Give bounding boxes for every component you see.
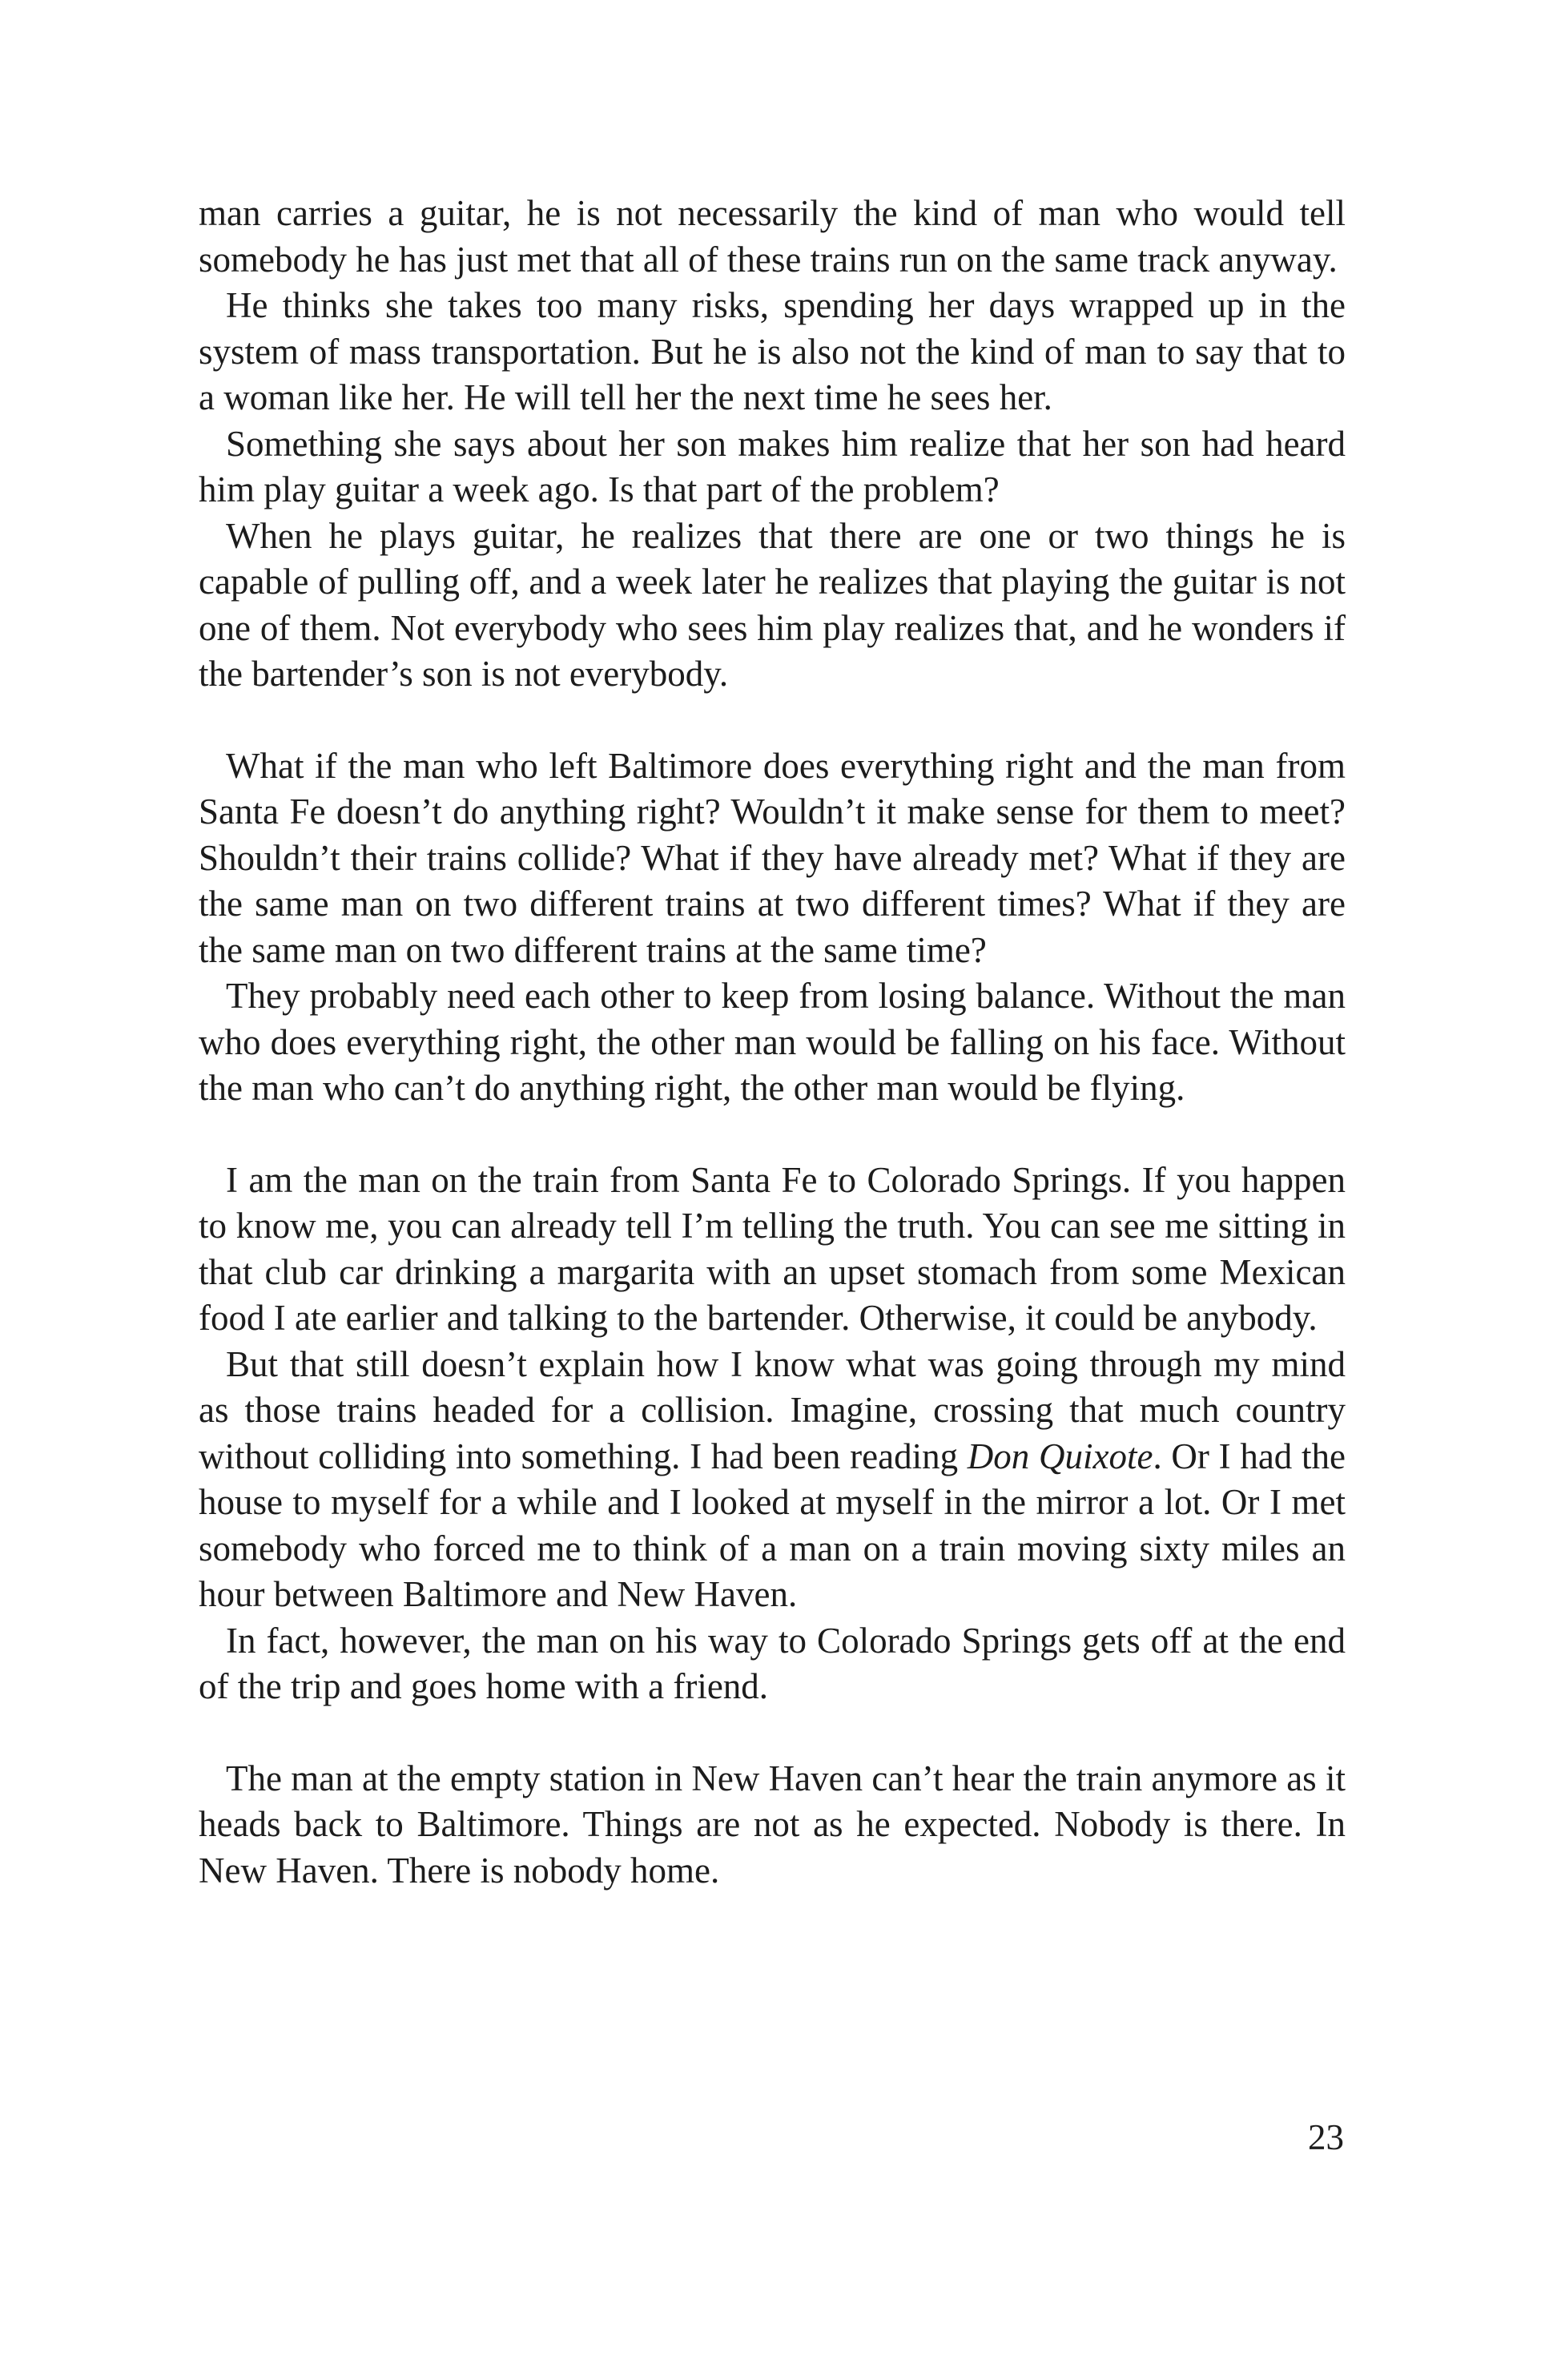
paragraph-guitar-continued: man carries a guitar, he is not necessarily the kind of man who would tell somebody he has just met that all of these trains run on the same track anyway. <box>199 193 1346 280</box>
paragraph-in-fact: In fact, however, the man on his way to Colorado Springs gets off at the end of the trip and goes home with a friend. <box>199 1620 1346 1706</box>
body-text <box>199 191 1346 1894</box>
page-number: 23 <box>1308 2117 1344 2157</box>
paragraph-new-haven: The man at the empty station in New Haven can’t hear the train anymore as it heads back to Baltimore. Things are not as he expected. Nobody is there. In New Haven. There is nobody home. <box>199 1758 1346 1891</box>
paragraph-son: Something she says about her son makes him realize that her son had heard him play guitar a week ago. Is that part of the problem? <box>199 423 1346 509</box>
paragraph-risks: He thinks she takes too many risks, spending her days wrapped up in the system of mass transportation. But he is also not the kind of man to say that to a woman like her. He will tell her the next time he sees her. <box>199 285 1346 417</box>
book-title-italic: Don Quixote <box>967 1436 1153 1476</box>
collision-text-end: . Or I had the house to myself for a while and I looked at myself in the mirror a lot. Or I met somebody who forced me to think of a man on a train moving sixty miles an hour between Baltimore and New Haven. <box>199 1436 1346 1614</box>
paragraph-plays-guitar: When he plays guitar, he realizes that there are one or two things he is capable of pulling off, and a week later he realizes that playing the guitar is not one of them. Not everybody who sees him play realizes that, and he wonders if the bartender’s son is not everybody. <box>199 515 1346 694</box>
paragraph-balance: They probably need each other to keep from losing balance. Without the man who does everything right, the other man would be falling on his face. Without the man who can’t do anything right, the other man would be flying. <box>199 976 1346 1108</box>
paragraph-what-if: What if the man who left Baltimore does everything right and the man from Santa Fe doesn’t do anything right? Wouldn’t it make sense for them to meet? Shouldn’t their trains collide? What if they have already met? What if they are the same man on two different trains at two different times? What if they are the same man on two different trains at the same time? <box>199 745 1346 970</box>
collision-text-start: But that still doesn’t explain how I know what was going through my mind as those trains headed for a collision. Imagine, crossing that much country without colliding into something. I had been reading <box>199 1343 1346 1476</box>
paragraph-i-am-the-man: I am the man on the train from Santa Fe to Colorado Springs. If you happen to know me, you can already tell I’m telling the truth. You can see me sitting in that club car drinking a margarita with an upset stomach from some Mexican food I ate earlier and talking to the bartender. Otherwise, it could be anybody. <box>199 1159 1346 1338</box>
paragraph-collision <box>199 1342 1346 1618</box>
